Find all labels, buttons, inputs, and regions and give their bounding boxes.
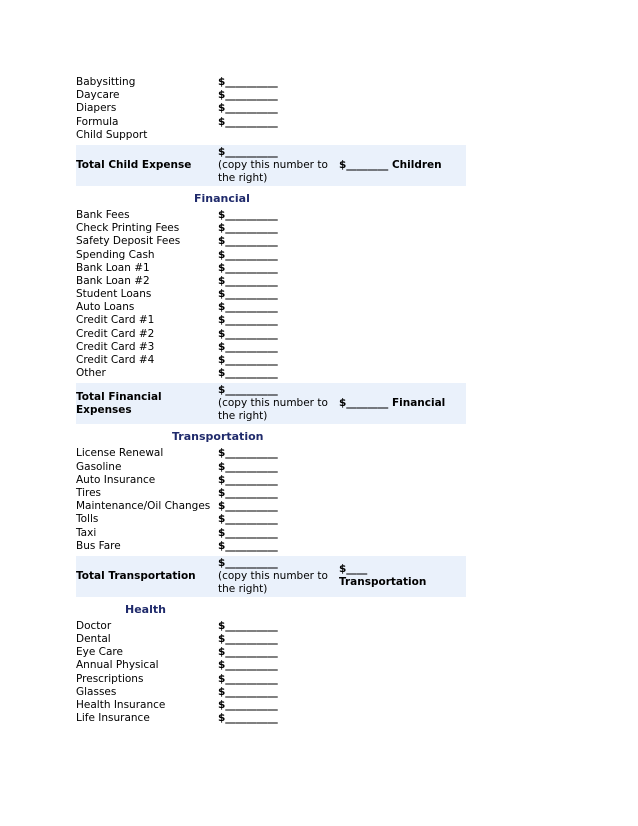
line-item-label: Eye Care xyxy=(76,646,123,659)
section-heading-text: Transportation xyxy=(172,430,264,444)
amount-blank[interactable]: $__________ xyxy=(218,447,278,460)
line-item-label: Credit Card #1 xyxy=(76,314,155,327)
line-item xyxy=(76,513,466,526)
total-label-line1: Total Transportation xyxy=(76,569,196,582)
amount-blank[interactable]: $__________ xyxy=(218,646,278,659)
line-item-label: Bank Loan #2 xyxy=(76,274,150,287)
amount-blank[interactable]: $__________ xyxy=(218,486,278,499)
line-item xyxy=(76,659,466,672)
total-note-line1: (copy this number to xyxy=(218,397,328,410)
line-item xyxy=(76,646,466,659)
line-item-label: Babysitting xyxy=(76,76,136,88)
total-note-line2: the right) xyxy=(218,171,268,184)
amount-blank[interactable]: $__________ xyxy=(218,261,278,274)
total-amount-blank[interactable]: $__________ xyxy=(218,145,278,158)
line-item xyxy=(76,209,466,222)
total-label xyxy=(76,556,214,597)
line-item-label: Dental xyxy=(76,633,111,646)
line-item xyxy=(76,341,466,354)
amount-blank[interactable]: $__________ xyxy=(218,288,278,301)
section-heading-financial xyxy=(76,188,466,209)
line-item xyxy=(76,116,466,129)
amount-blank[interactable]: $__________ xyxy=(218,712,278,725)
total-amount-blank[interactable]: $__________ xyxy=(218,384,278,397)
line-item-label: Annual Physical xyxy=(76,659,159,672)
line-item xyxy=(76,461,466,474)
line-item-label: Glasses xyxy=(76,685,117,698)
amount-blank[interactable]: $__________ xyxy=(218,685,278,698)
line-item xyxy=(76,235,466,248)
line-item xyxy=(76,686,466,699)
line-item-label: Auto Insurance xyxy=(76,473,156,486)
amount-blank[interactable]: $__________ xyxy=(218,513,278,526)
line-item xyxy=(76,527,466,540)
amount-blank[interactable]: $__________ xyxy=(218,354,278,366)
line-item xyxy=(76,275,466,288)
amount-blank[interactable]: $__________ xyxy=(218,301,278,314)
line-item-label: Bank Loan #1 xyxy=(76,261,150,274)
line-item-label: License Renewal xyxy=(76,447,164,460)
total-row-financial xyxy=(76,383,466,424)
line-item-label: Other xyxy=(76,367,106,380)
amount-blank[interactable]: $__________ xyxy=(218,102,278,115)
section-heading-text: Financial xyxy=(194,191,250,205)
summary-line2: Transportation xyxy=(339,576,427,589)
line-item-label: Credit Card #4 xyxy=(76,354,155,366)
line-item xyxy=(76,301,466,314)
amount-blank[interactable]: $__________ xyxy=(218,539,278,552)
total-note-line2: the right) xyxy=(218,410,268,423)
total-note-line1: (copy this number to xyxy=(218,569,328,582)
line-item-label: Prescriptions xyxy=(76,672,144,685)
amount-blank[interactable]: $__________ xyxy=(218,500,278,513)
line-item-label: Formula xyxy=(76,115,119,128)
total-amount-blank[interactable]: $__________ xyxy=(218,556,278,569)
line-item xyxy=(76,249,466,262)
line-item xyxy=(76,699,466,712)
amount-blank[interactable]: $__________ xyxy=(218,208,278,221)
amount-blank[interactable]: $__________ xyxy=(218,633,278,646)
amount-blank[interactable]: $__________ xyxy=(218,274,278,287)
line-item-label: Tires xyxy=(76,486,102,499)
amount-blank[interactable]: $__________ xyxy=(218,248,278,261)
total-note-line2: the right) xyxy=(218,582,268,595)
line-item xyxy=(76,712,466,725)
line-item-label: Tolls xyxy=(76,513,99,526)
total-row-transportation xyxy=(76,556,466,597)
amount-blank[interactable]: $__________ xyxy=(218,235,278,248)
line-item-label: Maintenance/Oil Changes xyxy=(76,500,211,513)
amount-blank[interactable]: $__________ xyxy=(218,115,278,128)
amount-blank[interactable]: $__________ xyxy=(218,89,278,102)
summary-cell xyxy=(339,145,442,186)
line-item-label: Student Loans xyxy=(76,288,152,301)
line-item-label: Safety Deposit Fees xyxy=(76,235,181,248)
total-label-line1: Total Child Expense xyxy=(76,158,192,171)
summary-cell xyxy=(339,383,445,424)
line-item xyxy=(76,633,466,646)
line-item xyxy=(76,673,466,686)
line-item xyxy=(76,447,466,460)
total-label xyxy=(76,145,214,186)
summary-cell xyxy=(339,556,426,597)
line-item-label: Bank Fees xyxy=(76,208,130,221)
amount-blank[interactable]: $__________ xyxy=(218,327,278,340)
line-item xyxy=(76,314,466,327)
amount-blank[interactable]: $__________ xyxy=(218,672,278,685)
total-label xyxy=(76,383,214,424)
line-item-label: Credit Card #3 xyxy=(76,340,155,353)
total-note-line1: (copy this number to xyxy=(218,158,328,171)
total-amount-cell xyxy=(218,384,328,423)
line-item-label: Spending Cash xyxy=(76,248,155,261)
line-item-label: Daycare xyxy=(76,89,120,102)
line-item-label: Auto Loans xyxy=(76,301,135,314)
amount-blank[interactable]: $__________ xyxy=(218,76,278,88)
amount-blank[interactable]: $__________ xyxy=(218,659,278,672)
line-item xyxy=(76,367,466,380)
line-item xyxy=(76,262,466,275)
total-label-line1: Total Financial xyxy=(76,390,162,403)
line-item xyxy=(76,500,466,513)
line-item xyxy=(76,222,466,235)
total-amount-cell xyxy=(218,557,328,596)
amount-blank[interactable]: $__________ xyxy=(218,473,278,486)
section-heading-transportation xyxy=(76,426,466,447)
line-item xyxy=(76,129,466,142)
amount-blank[interactable]: $__________ xyxy=(218,526,278,539)
line-item xyxy=(76,328,466,341)
amount-blank[interactable]: $__________ xyxy=(218,460,278,473)
amount-blank[interactable]: $__________ xyxy=(218,222,278,235)
line-item xyxy=(76,76,466,89)
line-item-label: Doctor xyxy=(76,619,112,632)
line-item xyxy=(76,474,466,487)
line-item-label: Credit Card #2 xyxy=(76,327,155,340)
amount-blank[interactable]: $__________ xyxy=(218,314,278,327)
line-item xyxy=(76,102,466,115)
line-item-label: Health Insurance xyxy=(76,699,166,711)
line-item-label: Gasoline xyxy=(76,460,122,473)
line-item-label: Life Insurance xyxy=(76,712,150,725)
amount-blank[interactable]: $__________ xyxy=(218,367,278,380)
line-item-label: Diapers xyxy=(76,102,117,115)
line-item xyxy=(76,288,466,301)
line-item-label: Child Support xyxy=(76,128,148,141)
summary-line1[interactable]: $____ xyxy=(339,563,368,576)
line-item xyxy=(76,540,466,553)
line-item-label: Bus Fare xyxy=(76,539,121,552)
line-item xyxy=(76,354,466,367)
total-row-children xyxy=(76,145,466,186)
line-item-label: Taxi xyxy=(76,526,97,539)
line-item xyxy=(76,620,466,633)
summary-line1[interactable]: $________ Financial xyxy=(339,397,446,410)
amount-blank[interactable]: $__________ xyxy=(218,619,278,632)
section-heading-health xyxy=(76,599,466,620)
line-item xyxy=(76,89,466,102)
line-item xyxy=(76,487,466,500)
budget-worksheet xyxy=(76,76,466,725)
total-label-line2: Expenses xyxy=(76,403,132,416)
line-item-label: Check Printing Fees xyxy=(76,222,180,235)
amount-blank[interactable]: $__________ xyxy=(218,340,278,353)
section-heading-text: Health xyxy=(125,602,166,616)
amount-blank[interactable]: $__________ xyxy=(218,699,278,711)
summary-line1[interactable]: $________ Children xyxy=(339,158,442,171)
total-amount-cell xyxy=(218,146,328,185)
